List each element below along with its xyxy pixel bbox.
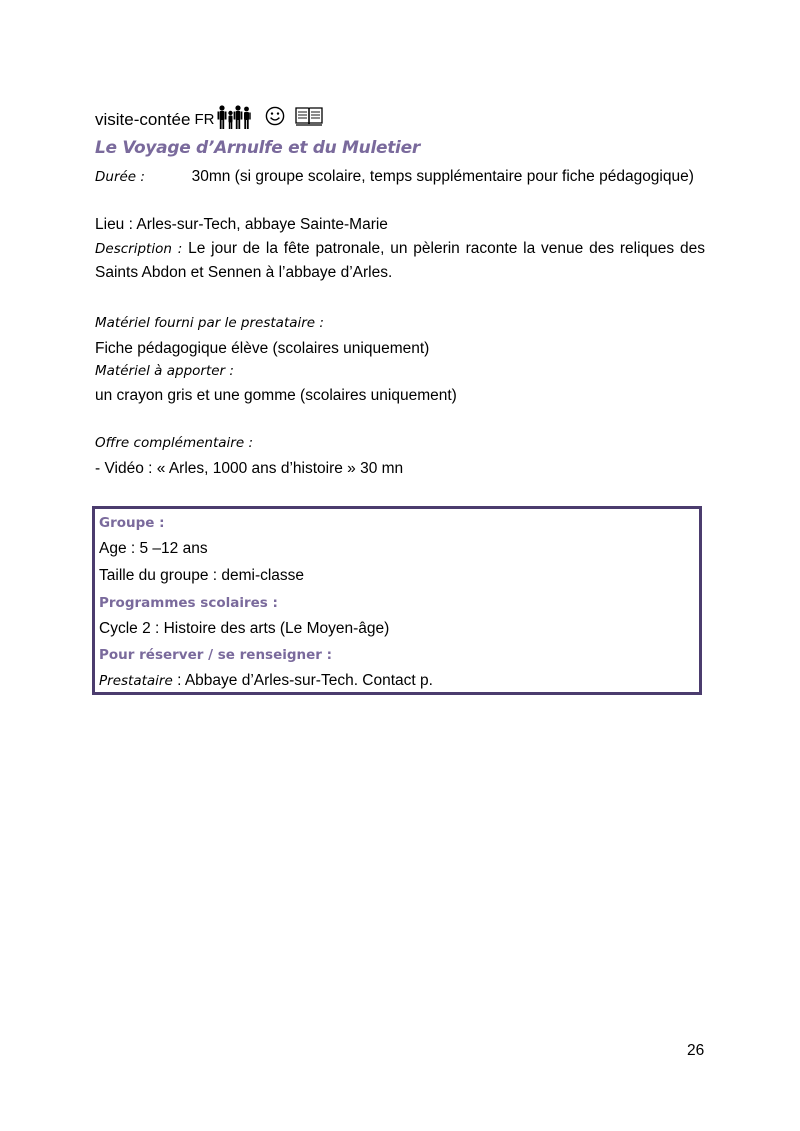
page-number: 26 [687, 1042, 705, 1059]
info-box [92, 506, 702, 695]
description-label: Description : [95, 241, 183, 257]
provider-label: Prestataire [99, 673, 173, 689]
activity-title: Le Voyage d’Arnulfe et du Muletier [95, 138, 420, 158]
supplied-material-label: Matériel fourni par le prestataire : [95, 315, 324, 331]
bring-material-value: un crayon gris et une gomme (scolaires uniquement) [95, 387, 457, 404]
activity-type: visite-contée [95, 110, 191, 129]
family-icon [217, 104, 251, 130]
group-heading: Groupe : [99, 515, 165, 531]
booking-heading: Pour réserver / se renseigner : [99, 647, 333, 663]
book-icon [295, 106, 323, 128]
language-tag: FR [194, 111, 215, 128]
activity-header [95, 100, 323, 130]
group-size-line: Taille du groupe : demi-classe [99, 567, 305, 584]
smiley-icon [265, 106, 285, 128]
duration-label: Durée : [95, 169, 145, 185]
location-line: Lieu : Arles-sur-Tech, abbaye Sainte-Marie [95, 216, 388, 233]
offer-label: Offre complémentaire : [95, 435, 253, 451]
provider-line [99, 672, 433, 690]
duration-value: 30mn (si groupe scolaire, temps supplémentaire pour fiche pédagogique) [191, 168, 694, 185]
description-paragraph [95, 237, 705, 285]
description-value: Le jour de la fête patronale, un pèlerin raconte la venue des reliques des Saints Abdon et Sennen à l’abbaye d’Arles. [95, 240, 705, 281]
programs-heading: Programmes scolaires : [99, 595, 278, 611]
duration-paragraph [95, 165, 705, 189]
age-line: Age : 5 –12 ans [99, 540, 208, 557]
bring-material-label: Matériel à apporter : [95, 363, 234, 379]
cycle-line: Cycle 2 : Histoire des arts (Le Moyen-âge) [99, 620, 390, 637]
offer-value: - Vidéo : « Arles, 1000 ans d’histoire » 30 mn [95, 460, 404, 477]
provider-value: : Abbaye d’Arles-sur-Tech. Contact p. [172, 672, 433, 689]
supplied-material-value: Fiche pédagogique élève (scolaires uniquement) [95, 340, 430, 357]
